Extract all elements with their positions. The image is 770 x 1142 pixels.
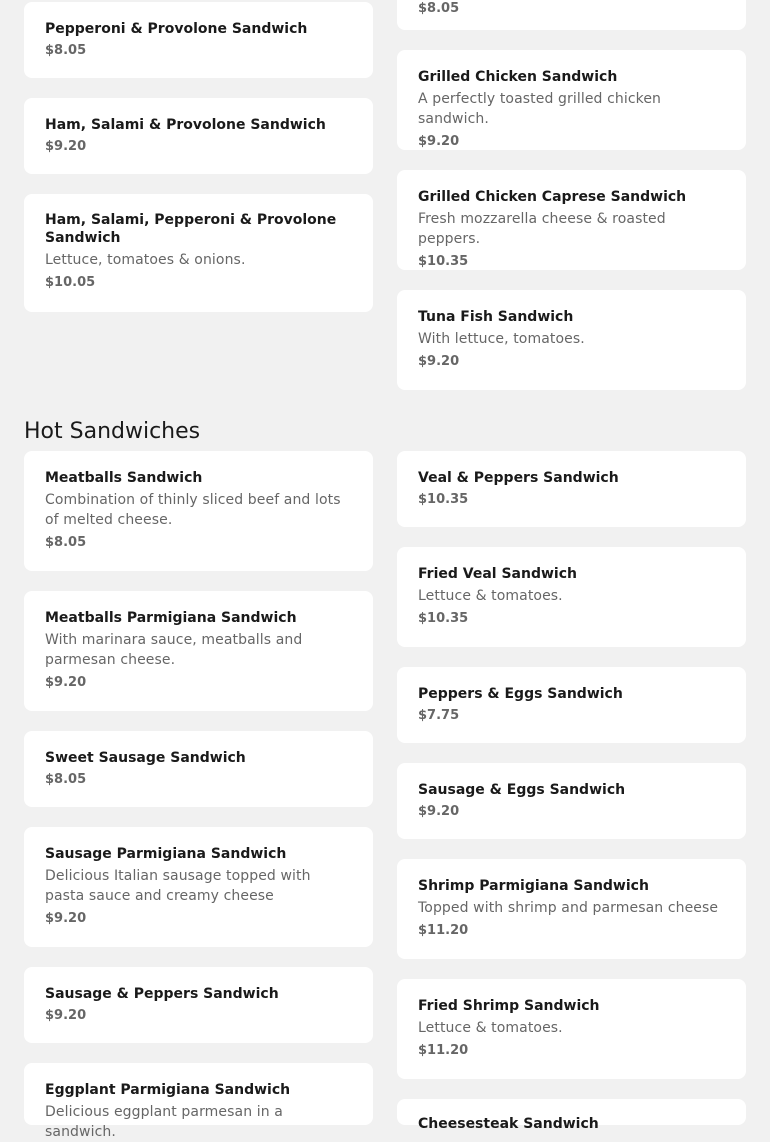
menu-item-card[interactable] xyxy=(397,290,746,390)
item-name: Meatballs Parmigiana Sandwich xyxy=(45,610,297,626)
item-price: $9.20 xyxy=(418,804,460,819)
menu-item-card[interactable] xyxy=(397,451,746,527)
menu-item-card[interactable] xyxy=(397,763,746,839)
item-price: $10.35 xyxy=(418,611,469,626)
item-name: Fried Shrimp Sandwich xyxy=(418,998,600,1014)
item-price: $10.35 xyxy=(418,492,469,507)
item-price: $9.20 xyxy=(418,354,460,369)
item-price: $9.20 xyxy=(45,911,87,926)
item-name: Cheesesteak Sandwich xyxy=(418,1116,599,1132)
item-name: Grilled Chicken Caprese Sandwich xyxy=(418,189,687,205)
menu-item-card[interactable] xyxy=(24,194,373,312)
item-price: $11.20 xyxy=(418,1043,469,1058)
menu-item-card[interactable] xyxy=(24,827,373,947)
item-description: Lettuce & tomatoes. xyxy=(418,1020,563,1036)
item-description: A perfectly toasted grilled chicken sandwich. xyxy=(418,91,662,127)
item-name: Meatballs Sandwich xyxy=(45,470,203,486)
item-price: $8.05 xyxy=(45,535,87,550)
item-name: Shrimp Parmigiana Sandwich xyxy=(418,878,649,894)
item-price: $8.05 xyxy=(418,1,460,16)
menu-item-card[interactable] xyxy=(397,1099,746,1132)
item-price: $7.75 xyxy=(418,708,460,723)
item-name: Peppers & Eggs Sandwich xyxy=(418,686,623,702)
item-description: Topped with shrimp and parmesan cheese xyxy=(418,900,719,916)
item-price: $9.20 xyxy=(45,675,87,690)
item-price: $11.20 xyxy=(418,923,469,938)
section-title-hot-sandwiches: Hot Sandwiches xyxy=(24,419,201,444)
item-description: Lettuce & tomatoes. xyxy=(418,588,563,604)
menu-item-card[interactable] xyxy=(24,1063,373,1140)
menu-item-card[interactable] xyxy=(397,859,746,959)
item-price: $8.05 xyxy=(45,772,87,787)
item-name: Tuna Fish Sandwich xyxy=(418,309,574,325)
item-name: Fried Veal Sandwich xyxy=(418,566,577,582)
item-name: Pepperoni & Provolone Sandwich xyxy=(45,21,308,37)
item-description: With lettuce, tomatoes. xyxy=(418,331,585,347)
menu-item-card[interactable] xyxy=(397,547,746,647)
item-description: Delicious Italian sausage topped with pasta sauce and creamy cheese xyxy=(45,868,311,904)
item-price: $9.20 xyxy=(45,1008,87,1023)
item-price: $10.35 xyxy=(418,254,469,269)
item-name: Sausage & Eggs Sandwich xyxy=(418,782,626,798)
item-name: Ham, Salami & Provolone Sandwich xyxy=(45,117,326,133)
menu-item-card[interactable] xyxy=(24,591,373,711)
item-price: $9.20 xyxy=(45,139,87,154)
menu-item-card[interactable] xyxy=(24,2,373,78)
item-description: Lettuce, tomatoes & onions. xyxy=(45,252,246,268)
menu-item-card[interactable] xyxy=(24,98,373,174)
menu-item-card[interactable] xyxy=(24,967,373,1043)
menu-item-card[interactable] xyxy=(397,0,746,30)
item-price: $8.05 xyxy=(45,43,87,58)
menu-item-card[interactable] xyxy=(397,979,746,1079)
item-name: Sausage Parmigiana Sandwich xyxy=(45,846,287,862)
menu-item-card[interactable] xyxy=(24,731,373,807)
menu-item-card[interactable] xyxy=(24,451,373,571)
item-name: Sausage & Peppers Sandwich xyxy=(45,986,279,1002)
item-description: Fresh mozzarella cheese & roasted peppers. xyxy=(418,211,666,247)
item-name: Grilled Chicken Sandwich xyxy=(418,69,618,85)
item-name: Veal & Peppers Sandwich xyxy=(418,470,619,486)
item-price: $10.05 xyxy=(45,275,96,290)
item-description: Delicious eggplant parmesan in a sandwich. xyxy=(45,1104,283,1140)
item-description: With marinara sauce, meatballs and parmesan cheese. xyxy=(45,632,303,668)
menu-item-card[interactable] xyxy=(397,170,746,270)
item-name: Sweet Sausage Sandwich xyxy=(45,750,246,766)
menu-item-card[interactable] xyxy=(397,50,746,150)
item-name: Ham, Salami, Pepperoni & Provolone Sandwich xyxy=(45,212,337,246)
item-description: Combination of thinly sliced beef and lots of melted cheese. xyxy=(45,492,341,528)
item-price: $9.20 xyxy=(418,134,460,149)
menu-item-card[interactable] xyxy=(397,667,746,743)
item-name: Eggplant Parmigiana Sandwich xyxy=(45,1082,291,1098)
